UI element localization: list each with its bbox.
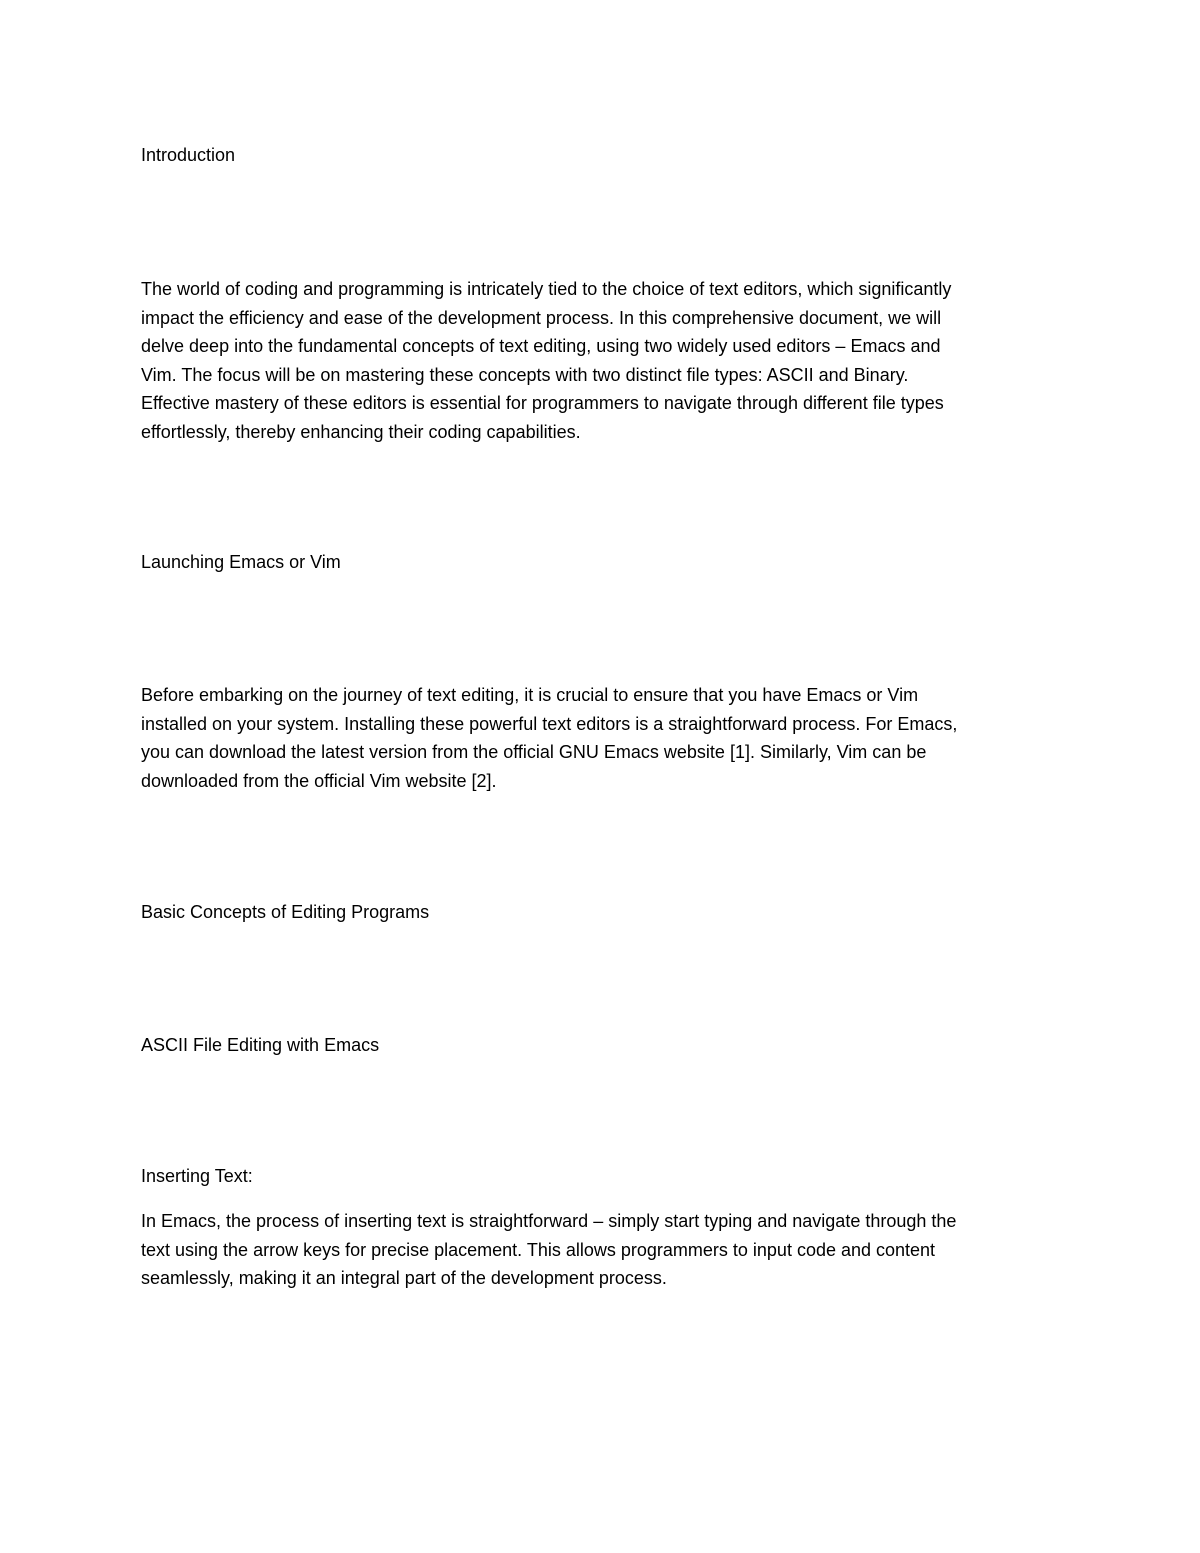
paragraph-line: Before embarking on the journey of text editing, it is crucial to ensure that you have Emacs or Vim	[141, 685, 919, 705]
paragraph-line: effortlessly, thereby enhancing their coding capabilities.	[141, 421, 581, 442]
paragraph-line: Vim. The focus will be on mastering these concepts with two distinct file types: ASCII and Binary.	[141, 364, 909, 385]
paragraph-line: downloaded from the official Vim website [2].	[141, 770, 497, 791]
paragraph-line: installed on your system. Installing these powerful text editors is a straightforward process. For Emacs,	[141, 713, 958, 734]
heading-basic-concepts: Basic Concepts of Editing Programs	[141, 902, 430, 922]
paragraph-launching	[141, 681, 1061, 795]
paragraph-line: Effective mastery of these editors is essential for programmers to navigate through different file types	[141, 393, 944, 413]
paragraph-line: seamlessly, making it an integral part of the development process.	[141, 1268, 667, 1288]
paragraph-line: you can download the latest version from the official GNU Emacs website [1]. Similarly, Vim can be	[141, 742, 927, 762]
heading-inserting-text: Inserting Text:	[141, 1166, 253, 1186]
paragraph-line: impact the efficiency and ease of the development process. In this comprehensive document, we will	[141, 307, 942, 328]
paragraph-line: delve deep into the fundamental concepts of text editing, using two widely used editors – Emacs and	[141, 336, 941, 356]
paragraph-line: text using the arrow keys for precise placement. This allows programmers to input code and content	[141, 1239, 936, 1260]
paragraph-introduction	[141, 275, 1061, 446]
paragraph-line: In Emacs, the process of inserting text is straightforward – simply start typing and navigate through the	[141, 1211, 957, 1231]
heading-introduction: Introduction	[141, 145, 236, 165]
paragraph-line: The world of coding and programming is intricately tied to the choice of text editors, which significantly	[141, 279, 952, 299]
heading-launching: Launching Emacs or Vim	[141, 552, 341, 572]
paragraph-inserting	[141, 1207, 1061, 1293]
heading-ascii-emacs: ASCII File Editing with Emacs	[141, 1035, 380, 1055]
